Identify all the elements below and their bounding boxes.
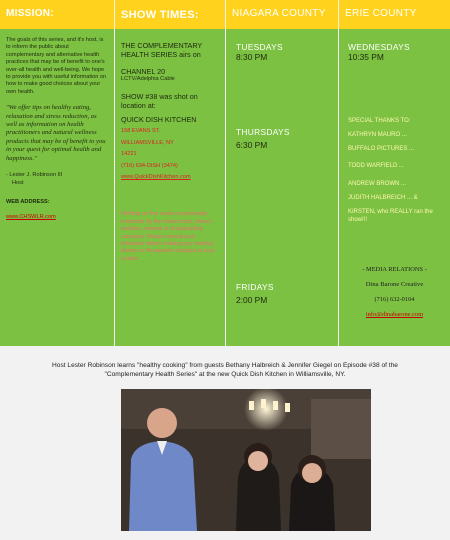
thanks-todd: TODD WARFIELD ... xyxy=(348,163,405,170)
erie-time: 10:35 PM xyxy=(348,52,384,62)
episode-line: SHOW #38 was shot on location at: xyxy=(121,92,198,111)
mission-column xyxy=(0,0,114,346)
venue-city: WILLIAMSVILLE, NY xyxy=(121,139,174,146)
venue-street: 158 EVANS ST. xyxy=(121,128,161,135)
caption-line-2: "Complementary Health Series" at the new Quick Dish Kitchen in Williamsville, NY. xyxy=(104,371,346,378)
mission-header: MISSION: xyxy=(0,0,114,29)
pr-email[interactable]: info@dinabarone.com xyxy=(365,311,424,318)
pr-title: - MEDIA RELATIONS - xyxy=(362,266,427,273)
pr-name: Dina Barone Creative xyxy=(365,281,424,288)
web-label: WEB ADDRESS: xyxy=(6,198,50,205)
tuesday-time: 8:30 PM xyxy=(236,52,268,62)
episode-photo xyxy=(121,389,371,531)
caption-line-1: Host Lester Robinson learns "healthy cooking" from guests Bethany Halbreich & Jennifer Giegel on Episode #38 of the xyxy=(52,362,398,369)
venue-zip: 14221 xyxy=(121,151,137,158)
series-line: THE COMPLEMENTARY HEALTH SERIES airs on xyxy=(121,41,203,59)
mission-text: The goals of this series, and it's host, is to inform the public about complementary and alternative health practices that may be of benefit to one's over-all health and well-being. We hope to provide you with useful information on how to make good choices about your own health. xyxy=(6,37,107,95)
signature-role: Host xyxy=(12,179,24,186)
thanks-andrew: ANDREW BROWN ... xyxy=(348,181,406,188)
web-link[interactable]: www.CHSWLR.com xyxy=(6,214,56,221)
erie-header: ERIE COUNTY xyxy=(339,0,450,29)
thanks-judith: JUDITH HALBREICH ... & xyxy=(348,194,418,201)
erie-column xyxy=(339,0,450,346)
photo-caption xyxy=(0,361,450,379)
friday-time: 2:00 PM xyxy=(236,295,268,305)
thanks-title: SPECIAL THANKS TO: xyxy=(348,118,411,124)
disclaimer: Nothing on this series is personally endorsed by the show's host, show's website, network or broadcasting company. Please consult your physician before making any medical, dietary or therapeutic changes to your routine. xyxy=(121,211,215,262)
signature: - Lester J. Robinson III xyxy=(6,172,63,179)
thanks-kathryn: KATHRYN MAURO ... xyxy=(348,131,407,138)
niagara-header: NIAGARA COUNTY xyxy=(226,0,338,29)
erie-day: WEDNESDAYS xyxy=(348,42,410,52)
thanks-kirsten: KIRSTEN, who REALLY ran the show!!! xyxy=(348,208,433,223)
show-times-column xyxy=(115,0,225,346)
venue-url[interactable]: www.QuickDishKitchen.com xyxy=(121,174,191,181)
venue-name: QUICK DISH KITCHEN xyxy=(121,115,197,125)
tuesday-day: TUESDAYS xyxy=(236,42,283,52)
episode-photo-image xyxy=(121,389,371,531)
thursday-time: 6:30 PM xyxy=(236,140,268,150)
mission-quote: "We offer tips on healthy eating, relaxation and stress reduction, as well as information on health practitioners and natural wellness products that may be of benefit to you in your quest for optimal health and happiness." xyxy=(6,104,106,162)
venue-phone: (716) 634-DISH (3474) xyxy=(121,162,178,169)
friday-day: FRIDAYS xyxy=(236,282,274,292)
pr-phone: (716) 632-0104 xyxy=(374,296,415,303)
show-times-header: SHOW TIMES: xyxy=(115,0,225,29)
thanks-buffalo: BUFFALO PICTURES ... xyxy=(348,145,415,152)
channel-sub: LCTV/Adelphia Cable xyxy=(121,76,175,82)
channel: CHANNEL 20 xyxy=(121,67,166,76)
niagara-column xyxy=(226,0,338,346)
thursday-day: THURSDAYS xyxy=(236,127,290,137)
